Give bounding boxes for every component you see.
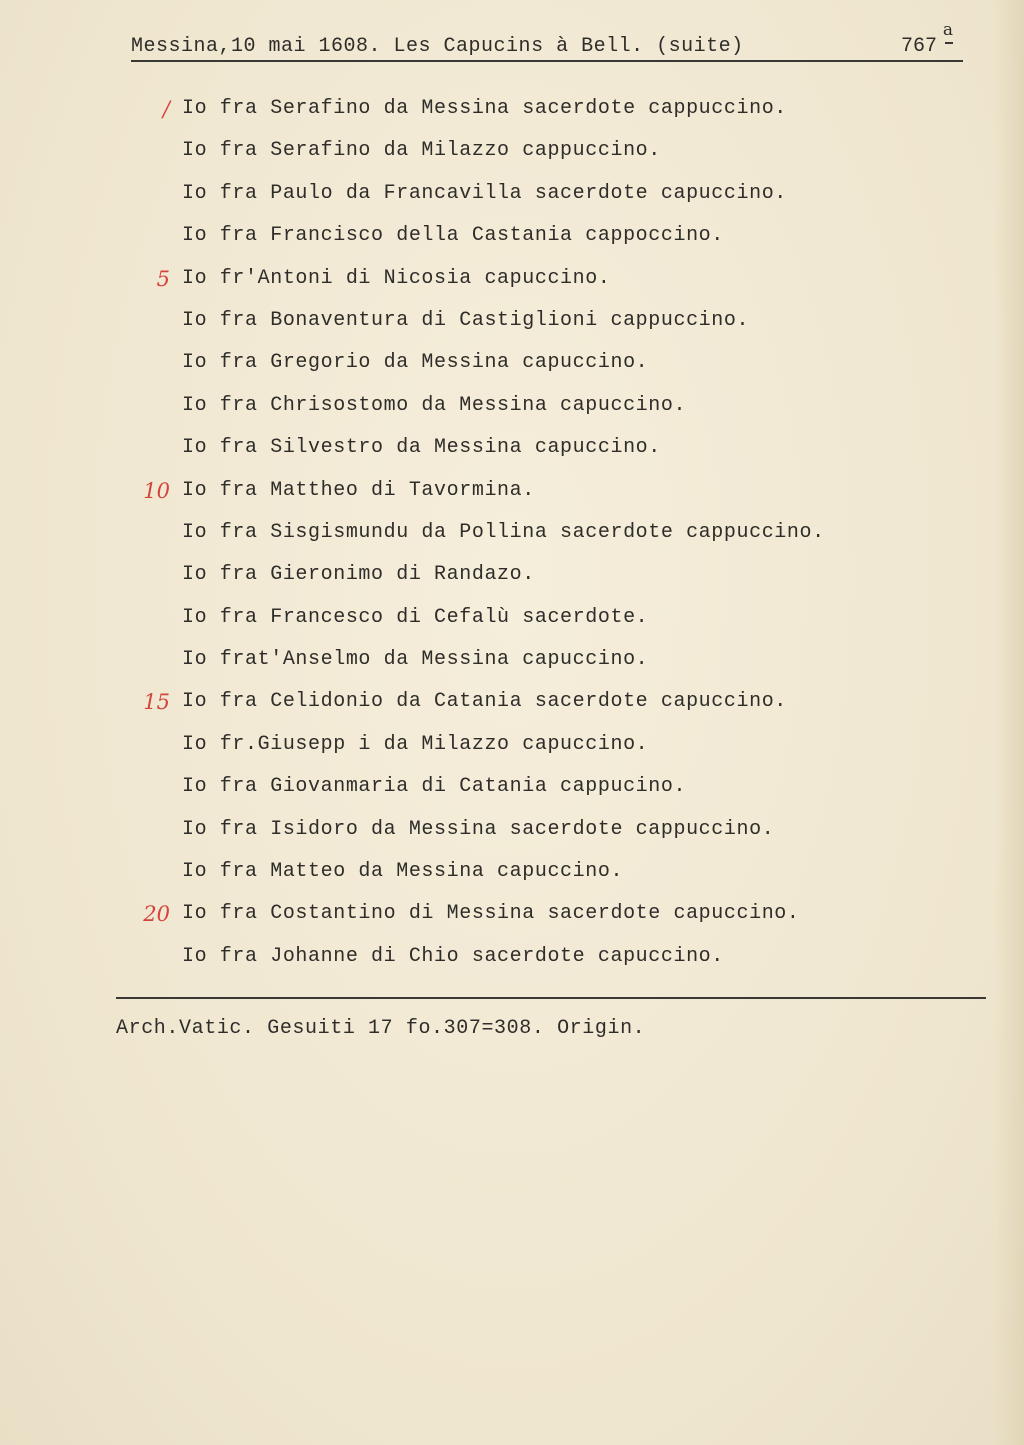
signature-text: Io fra Francisco della Castania cappoccino. (182, 224, 724, 248)
signature-line (0, 554, 1024, 596)
signature-text: Io fra Serafino da Milazzo cappuccino. (182, 139, 661, 163)
signature-line (0, 809, 1024, 851)
margin-count-number: 10 (143, 478, 170, 503)
signature-line (0, 300, 1024, 342)
signature-line (0, 173, 1024, 215)
signature-text: Io fra Gieronimo di Randazo. (182, 563, 535, 587)
signature-text: Io fra Chrisostomo da Messina capuccino. (182, 393, 687, 417)
signature-line (0, 851, 1024, 893)
page-number-suffix: a (942, 20, 953, 40)
running-header (131, 20, 963, 62)
signature-text: Io fra Costantino di Messina sacerdote capuccino. (182, 902, 800, 926)
archive-reference: Arch.Vatic. Gesuiti 17 fo.307=308. Origin. (116, 1017, 646, 1040)
signature-line (0, 342, 1024, 384)
header-title: Messina,10 mai 1608. Les Capucins à Bell. (suite) (131, 35, 744, 58)
signature-text: Io frat'Anselmo da Messina capuccino. (182, 648, 649, 672)
signature-text: Io fra Silvestro da Messina capuccino. (182, 436, 661, 460)
signature-text: Io fra Celidonio da Catania sacerdote capuccino. (182, 690, 787, 714)
signature-text: Io fra Gregorio da Messina capuccino. (182, 351, 649, 375)
signature-line (0, 427, 1024, 469)
signature-text: Io fra Francesco di Cefalù sacerdote. (182, 605, 649, 629)
signature-text: Io fra Matteo da Messina capuccino. (182, 860, 624, 884)
margin-count-number: 15 (143, 690, 170, 715)
signature-line (0, 215, 1024, 257)
signature-line (0, 258, 1024, 300)
signature-line (0, 385, 1024, 427)
signature-text: Io fra Sisgismundu da Pollina sacerdote cappuccino. (182, 520, 825, 544)
signature-line (0, 130, 1024, 172)
signature-text: Io fra Isidoro da Messina sacerdote cappuccino. (182, 817, 775, 841)
signature-text: Io fra Bonaventura di Castiglioni cappuccino. (182, 308, 750, 332)
page-number: 767 (900, 35, 937, 58)
signature-line (0, 470, 1024, 512)
margin-count-number: / (162, 97, 170, 121)
signature-line (0, 512, 1024, 554)
footer-rule (116, 997, 986, 999)
signature-line (0, 597, 1024, 639)
signature-line (0, 88, 1024, 130)
signature-line (0, 893, 1024, 935)
margin-count-number: 20 (143, 902, 170, 927)
signature-text: Io fra Johanne di Chio sacerdote capuccino. (182, 944, 724, 968)
signature-text: Io fr.Giusepp i da Milazzo capuccino. (182, 732, 649, 756)
signature-line (0, 936, 1024, 978)
signature-text: Io fra Giovanmaria di Catania cappucino. (182, 775, 687, 799)
signature-text: Io fra Mattheo di Tavormina. (182, 478, 535, 502)
signature-line (0, 766, 1024, 808)
margin-count-number: 5 (156, 266, 170, 291)
signature-line (0, 639, 1024, 681)
signature-line (0, 724, 1024, 766)
signature-text: Io fra Serafino da Messina sacerdote cappuccino. (182, 97, 787, 120)
signature-text: Io fra Paulo da Francavilla sacerdote capuccino. (182, 181, 787, 205)
signature-list (0, 88, 1024, 978)
signature-text: Io fr'Antoni di Nicosia capuccino. (182, 266, 611, 290)
signature-line (0, 681, 1024, 723)
